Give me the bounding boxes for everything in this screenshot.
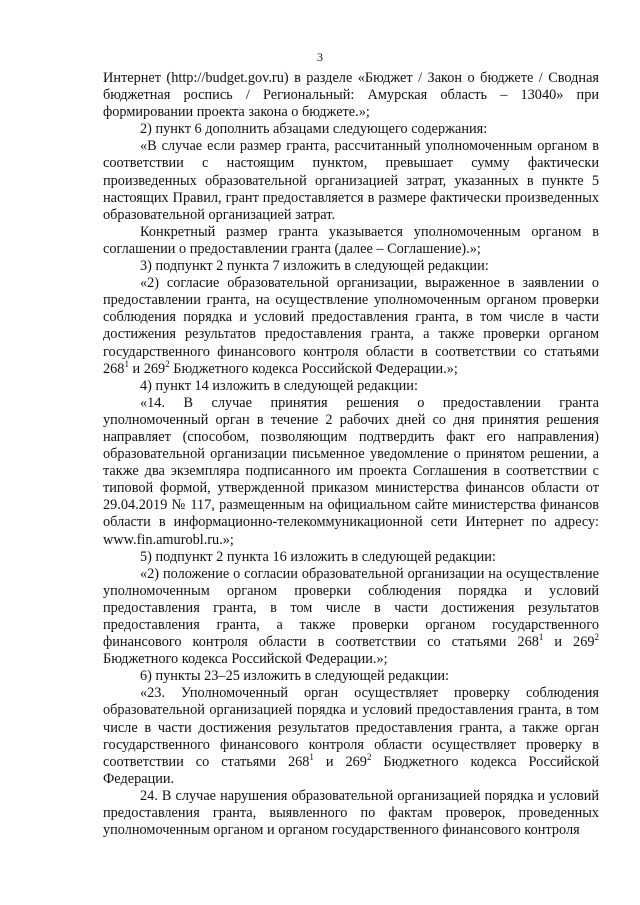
paragraph-6-text-b: и 269 — [128, 360, 166, 377]
paragraph-10-sup-2: 2 — [594, 632, 599, 643]
paragraph-12-text-a: «23. Уполномоченный орган осуществляет проверку соблюдения образовательной организацией порядка и условий предоставления гранта, в том числе в части достижения результатов предоставления гранта, а также орган государственного финансового контроля области осуществляет проверку в соответствии со статьями 268 — [103, 685, 599, 770]
paragraph-7: 4) пункт 14 изложить в следующей редакции: — [140, 377, 418, 394]
paragraph-6-sup-2: 2 — [165, 358, 170, 369]
paragraph-10-text-a: «2) положение о согласии образовательной организации на осуществление уполномоченным органом проверки соблюдения порядка и условий предоставления гранта, в том числе в части достижения результатов предоставления гранта, а также проверки органом государственного финансового контроля области в соответствии со статьями 268 — [103, 565, 599, 651]
paragraph-10-text-c: Бюджетного кодекса Российской Федерации.»; — [103, 651, 388, 668]
paragraph-12 — [103, 685, 599, 788]
paragraph-9: 5) подпункт 2 пункта 16 изложить в следующей редакции: — [140, 548, 496, 565]
paragraph-3: «В случае если размер гранта, рассчитанный уполномоченным органом в соответствии с настоящим пунктом, превышает сумму фактически произведенных образовательной организацией затрат, указанных в пункте 5 настоящих Правил, грант предоставляется в размере фактически произведенных образовательной организацией затрат. — [103, 138, 599, 223]
paragraph-11: 6) пункты 23–25 изложить в следующей редакции: — [140, 668, 449, 685]
paragraph-6-text-a: «2) согласие образовательной организации, выраженное в заявлении о предоставлении гранта, на осуществление уполномоченным органом проверки соблюдения порядка и условий предоставления гранта, в том числе в части достижения результатов предоставления гранта, а также проверки органом государственного финансового контроля области в соответствии со статьями 268 — [103, 275, 599, 377]
paragraph-13: 24. В случае нарушения образовательной организацией порядка и условий предоставления гранта, выявленного по фактам проверок, проведенных уполномоченным органом и органом государственного финансового контроля — [103, 787, 599, 839]
page-number: 3 — [317, 50, 323, 64]
paragraph-12-sup-1: 1 — [309, 751, 314, 762]
paragraph-6-sup-1: 1 — [124, 358, 129, 369]
paragraph-4: Конкретный размер гранта указывается уполномоченным органом в соглашении о предоставлении гранта (далее – Соглашение).»; — [103, 223, 599, 257]
paragraph-8: «14. В случае принятия решения о предоставлении гранта уполномоченный орган в течение 2 рабочих дней со дня принятия решения направляет (способом, позволяющим подтвердить факт его направления) образовательной организации письменное уведомление о принятом решении, а также два экземпляра подписанного им проекта Соглашения в соответствии с типовой формой, утвержденной приказом министерства финансов области от 29.04.2019 № 117, размещенным на официальном сайте министерства финансов области в информационно-телекоммуникационной сети Интернет по адресу: www.fin.amurobl.ru.»; — [103, 394, 599, 548]
paragraph-5: 3) подпункт 2 пункта 7 изложить в следующей редакции: — [140, 258, 489, 275]
paragraph-6-text-c: Бюджетного кодекса Российской Федерации.»; — [169, 360, 458, 377]
document-body — [103, 70, 599, 839]
paragraph-1: Интернет (http://budget.gov.ru) в разделе «Бюджет / Закон о бюджете / Сводная бюджетная роспись / Региональный: Амурская область – 13040» при формировании проекта закона о бюджете.»; — [103, 70, 599, 121]
paragraph-2: 2) пункт 6 дополнить абзацами следующего содержания: — [140, 121, 488, 138]
paragraph-12-sup-2: 2 — [366, 751, 372, 762]
paragraph-12-text-b: и 269 — [313, 753, 367, 770]
paragraph-12-text-c: Бюджетного кодекса Российской Федерации. — [103, 753, 599, 787]
paragraph-10-sup-1: 1 — [538, 632, 544, 643]
paragraph-10 — [103, 566, 599, 669]
paragraph-6 — [103, 275, 599, 378]
paragraph-10-text-b: и 269 — [543, 634, 595, 651]
